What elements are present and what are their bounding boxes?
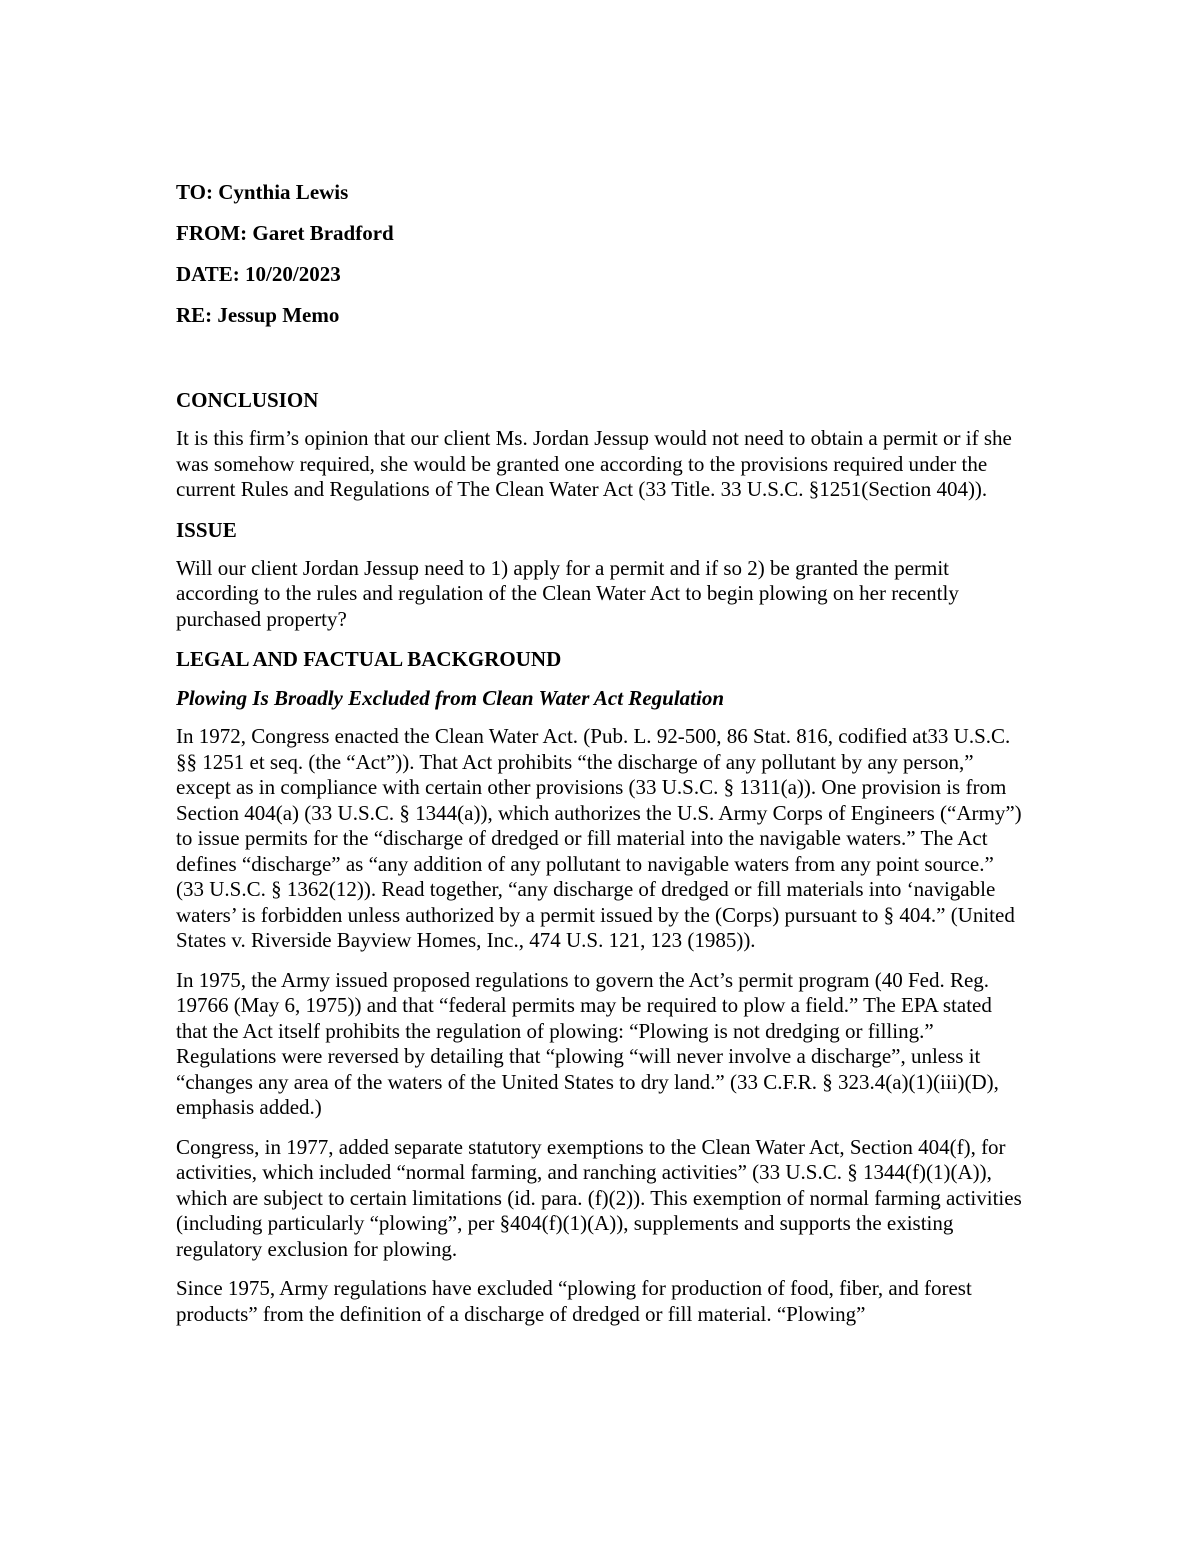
conclusion-heading: CONCLUSION xyxy=(176,388,319,412)
memo-date-line: DATE: 10/20/2023 xyxy=(176,262,341,286)
memo-to-line: TO: Cynthia Lewis xyxy=(176,180,349,204)
background-paragraph-2: In 1975, the Army issued proposed regulations to govern the Act’s permit program (40 Fed. Reg. 19766 (May 6, 1975)) and that “federal permits may be required to plow a field.” The EPA stated that the Act itself prohibits the regulation of plowing: “Plowing is not dredging or filling.” Regulations were reversed by detailing that “plowing “will never involve a discharge”, unless it “changes any area of the waters of the United States to dry land.” (33 C.F.R. § 323.4(a)(1)(iii)(D), emphasis added.) xyxy=(176,967,999,1119)
memo-body xyxy=(176,178,1026,1341)
background-subheading: Plowing Is Broadly Excluded from Clean Water Act Regulation xyxy=(176,686,724,710)
issue-paragraph: Will our client Jordan Jessup need to 1) apply for a permit and if so 2) be granted the permit according to the rules and regulation of the Clean Water Act to begin plowing on her recently purchased property? xyxy=(176,555,959,631)
memo-from-line: FROM: Garet Bradford xyxy=(176,221,394,245)
background-paragraph-1: In 1972, Congress enacted the Clean Water Act. (Pub. L. 92-500, 86 Stat. 816, codified at33 U.S.C. §§ 1251 et seq. (the “Act”)). That Act prohibits “the discharge of any pollutant by any person,” except as in compliance with certain other provisions (33 U.S.C. § 1311(a)). One provision is from Section 404(a) (33 U.S.C. § 1344(a)), which authorizes the U.S. Army Corps of Engineers (“Army”) to issue permits for the “discharge of dredged or fill material into the navigable waters.” The Act defines “discharge” as “any addition of any pollutant to navigable waters from any point source.” (33 U.S.C. § 1362(12)). Read together, “any discharge of dredged or fill materials into ‘navigable waters’ is forbidden unless authorized by a permit issued by the (Corps) pursuant to § 404.” (United States v. Riverside Bayview Homes, Inc., 474 U.S. 121, 123 (1985)). xyxy=(176,724,1022,952)
spacer xyxy=(176,342,1026,387)
memo-re-line: RE: Jessup Memo xyxy=(176,303,340,327)
background-paragraph-3: Congress, in 1977, added separate statutory exemptions to the Clean Water Act, Section 404(f), for activities, which included “normal farming, and ranching activities” (33 U.S.C. § 1344(f)(1)(A)), which are subject to certain limitations (id. para. (f)(2)). This exemption of normal farming activities (including particularly “plowing”, per §404(f)(1)(A)), supplements and supports the existing regulatory exclusion for plowing. xyxy=(176,1134,1022,1261)
background-heading: LEGAL AND FACTUAL BACKGROUND xyxy=(176,647,562,671)
conclusion-paragraph: It is this firm’s opinion that our client Ms. Jordan Jessup would not need to obtain a permit or if she was somehow required, she would be granted one according to the provisions required under the current Rules and Regulations of The Clean Water Act (33 Title. 33 U.S.C. §1251(Section 404)). xyxy=(176,426,1012,501)
background-paragraph-4: Since 1975, Army regulations have excluded “plowing for production of food, fiber, and forest products” from the definition of a discharge of dredged or fill material. “Plowing” xyxy=(176,1276,972,1326)
issue-heading: ISSUE xyxy=(176,517,237,542)
